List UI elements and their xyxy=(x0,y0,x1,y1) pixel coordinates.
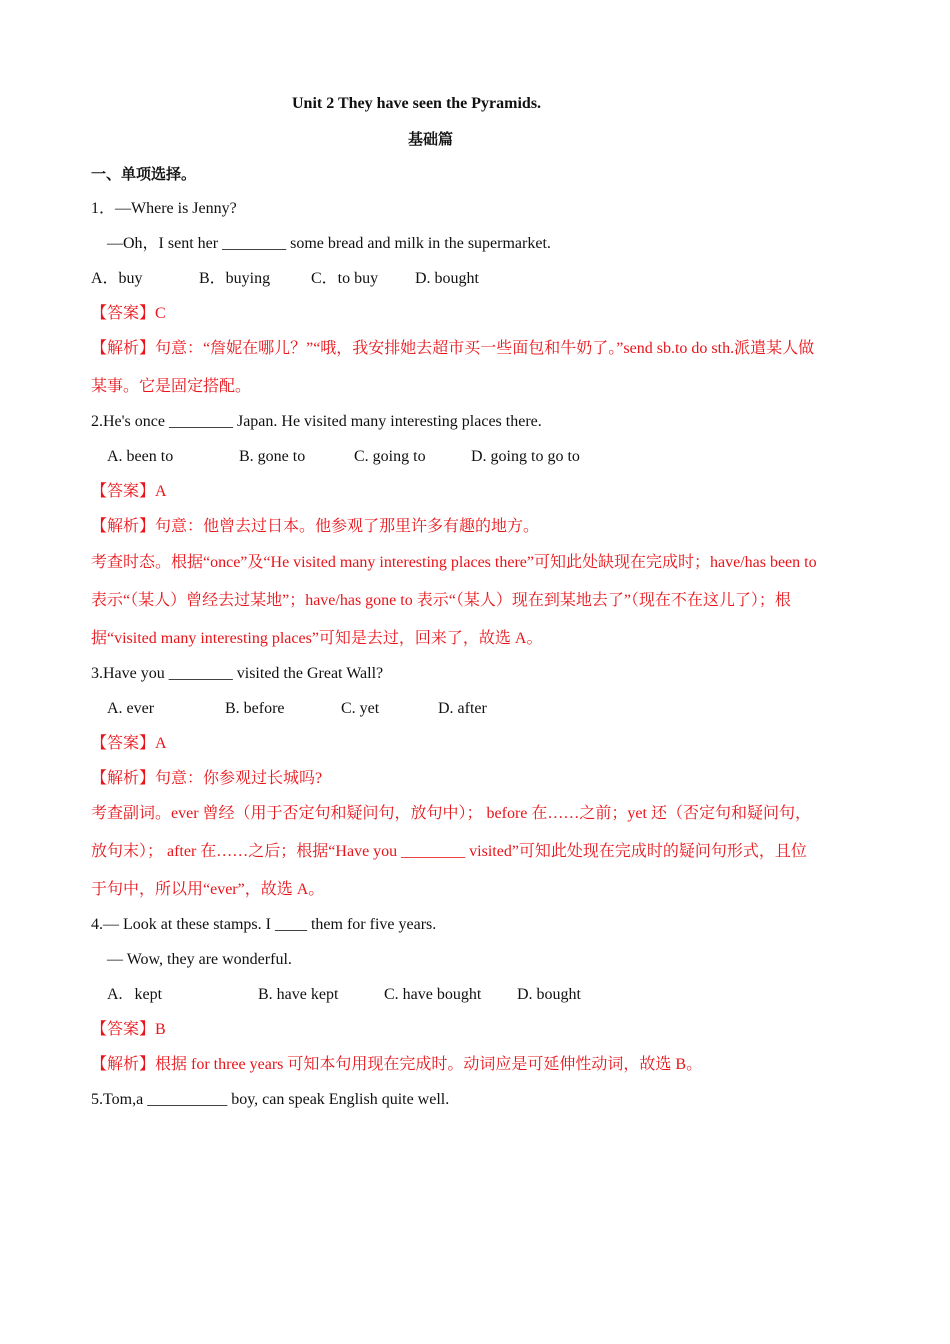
q2-options xyxy=(107,447,707,467)
q1-analysis-line-2: 某事。它是固定搭配。 xyxy=(91,378,252,395)
q4-stem-line-1: 4.— Look at these stamps. I ____ them for five years. xyxy=(91,916,437,933)
q1-option-d: D. bought xyxy=(415,270,479,287)
q1-stem-line-2: —Oh，I sent her ________ some bread and milk in the supermarket. xyxy=(107,235,551,252)
q1-option-b: B．buying xyxy=(199,270,271,287)
q4-option-b: B. have kept xyxy=(258,986,339,1003)
q4-stem-line-2: — Wow, they are wonderful. xyxy=(107,951,292,968)
q2-analysis-line-4: 据“visited many interesting places”可知是去过，回来了，故选 A。 xyxy=(91,630,543,647)
document-title: Unit 2 They have seen the Pyramids. xyxy=(292,95,542,112)
q4-option-c: C. have bought xyxy=(384,986,482,1003)
q3-option-c: C. yet xyxy=(341,700,380,717)
q1-options xyxy=(91,269,691,289)
q4-analysis-line-1: 【解析】根据 for three years 可知本句用现在完成时。动词应是可延伸性动词，故选 B。 xyxy=(91,1056,703,1073)
q3-analysis-line-3: 放句末）； after 在……之后；根据“Have you ________ visited”可知此处现在完成时的疑问句形式，且位 xyxy=(91,843,807,860)
q2-option-d: D. going to go to xyxy=(471,448,580,465)
q2-option-c: C. going to xyxy=(354,448,426,465)
q2-option-a: A. been to xyxy=(107,448,174,465)
q3-stem-line-1: 3.Have you ________ visited the Great Wall? xyxy=(91,665,384,682)
q2-analysis-line-2: 考查时态。根据“once”及“He visited many interesting places there”可知此处缺现在完成时；have/has been to xyxy=(91,554,817,571)
q3-analysis-line-2: 考查副词。ever 曾经（用于否定句和疑问句，放句中）； before 在……之前；yet 还（否定句和疑问句， xyxy=(91,805,811,822)
q2-stem-line-1: 2.He's once ________ Japan. He visited many interesting places there. xyxy=(91,413,542,430)
q3-answer: 【答案】A xyxy=(91,735,167,752)
q3-option-a: A. ever xyxy=(107,700,155,717)
q4-answer: 【答案】B xyxy=(91,1021,166,1038)
q1-stem-line-1: 1．—Where is Jenny? xyxy=(91,200,237,217)
section-heading: 一、单项选择。 xyxy=(91,165,197,183)
q4-option-d: D. bought xyxy=(517,986,581,1003)
q3-analysis-line-1: 【解析】句意：你参观过长城吗? xyxy=(91,770,323,787)
q2-analysis-line-3: 表示“（某人）曾经去过某地”；have/has gone to 表示“（某人）现在到某地去了”（现在不在这儿了）；根 xyxy=(91,592,791,609)
q4-options xyxy=(107,985,707,1005)
q1-option-a: A．buy xyxy=(91,270,143,287)
q1-option-c: C．to buy xyxy=(311,270,379,287)
q4-option-a: A. kept xyxy=(107,986,163,1003)
q1-answer: 【答案】C xyxy=(91,305,166,322)
q2-option-b: B. gone to xyxy=(239,448,306,465)
q5-stem-line-1: 5.Tom,a __________ boy, can speak English quite well. xyxy=(91,1091,450,1108)
q1-analysis-line-1: 【解析】句意：“詹妮在哪儿？”“哦，我安排她去超市买一些面包和牛奶了。”send sb.to do sth.派遣某人做 xyxy=(91,340,815,357)
q2-answer: 【答案】A xyxy=(91,483,167,500)
q3-options xyxy=(107,699,707,719)
q3-analysis-line-4: 于句中，所以用“ever”，故选 A。 xyxy=(91,881,325,898)
document-subtitle: 基础篇 xyxy=(408,130,454,148)
q2-analysis-line-1: 【解析】句意：他曾去过日本。他参观了那里许多有趣的地方。 xyxy=(91,518,540,535)
q3-option-b: B. before xyxy=(225,700,285,717)
q3-option-d: D. after xyxy=(438,700,487,717)
